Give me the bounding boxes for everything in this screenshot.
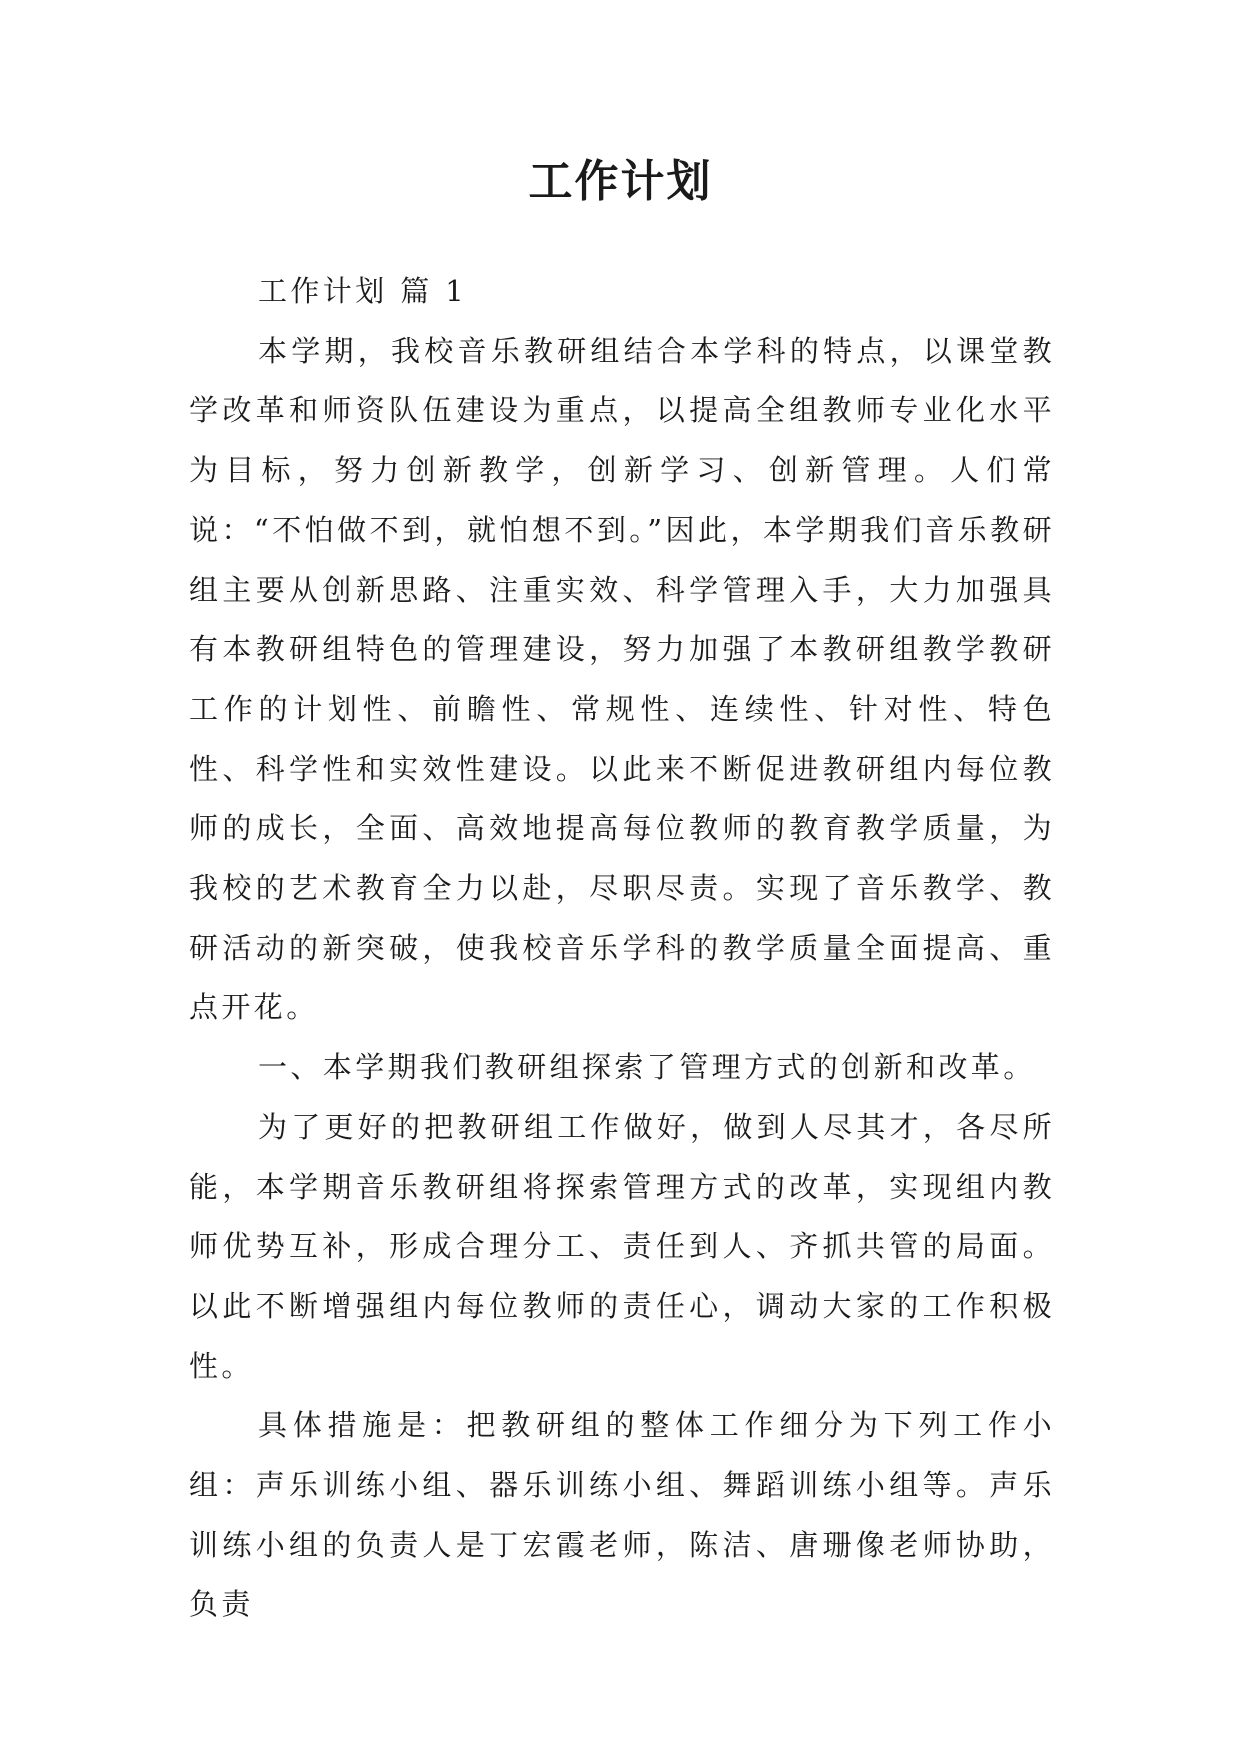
paragraph-measures: 具体措施是：把教研组的整体工作细分为下列工作小组：声乐训练小组、器乐训练小组、舞蹈训练小组等。声乐训练小组的负责人是丁宏霞老师，陈洁、唐珊像老师协助，负责 bbox=[189, 1408, 1055, 1622]
paragraph-intro: 本学期，我校音乐教研组结合本学科的特点，以课堂教学改革和师资队伍建设为重点，以提高全组教师专业化水平为目标，努力创新教学，创新学习、创新管理。人们常说：“不怕做不到，就怕想不到。”因此，本学期我们音乐教研组主要从创新思路、注重实效、科学管理入手，大力加强具有本教研组特色的管理建设，努力加强了本教研组教学教研工作的计划性、前瞻性、常规性、连续性、针对性、特色性、科学性和实效性建设。以此来不断促进教研组内每位教师的成长，全面、高效地提高每位教师的教育教学质量，为我校的艺术教育全力以赴，尽职尽责。实现了音乐教学、教研活动的新突破，使我校音乐学科的教学质量全面提高、重点开花。 bbox=[189, 333, 1055, 1025]
paragraph-management: 为了更好的把教研组工作做好，做到人尽其才，各尽所能，本学期音乐教研组将探索管理方式的改革，实现组内教师优势互补，形成合理分工、责任到人、齐抓共管的局面。以此不断增强组内每位教师的责任心，调动大家的工作积极性。 bbox=[189, 1109, 1055, 1383]
document-title: 工作计划 bbox=[528, 156, 713, 207]
document-body bbox=[189, 262, 1055, 1635]
document-subtitle: 工作计划 篇 1 bbox=[258, 274, 468, 308]
section-heading-1: 一、本学期我们教研组探索了管理方式的创新和改革。 bbox=[258, 1050, 1036, 1085]
